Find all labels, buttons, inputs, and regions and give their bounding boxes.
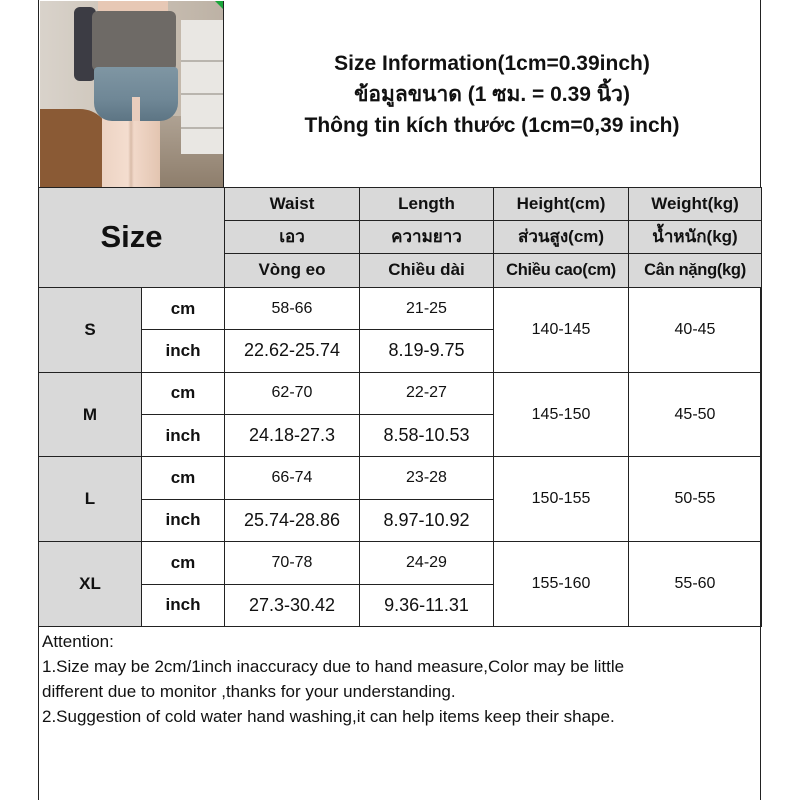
title-thai: ข้อมูลขนาด (1 ซม. = 0.39 นิ้ว) [354,82,630,106]
col-weight-th: น้ำหนัก(kg) [629,221,762,253]
col-length-vi: Chiều dài [360,253,494,287]
length-inch: 9.36-11.31 [360,584,494,626]
title-english: Size Information(1cm=0.39inch) [334,51,650,75]
size-label: XL [39,542,142,627]
weight-range: 55-60 [629,542,762,627]
height-range: 150-155 [494,457,629,542]
notes-line-1: 1.Size may be 2cm/1inch inaccuracy due to hand measure,Color may be little [42,657,625,676]
col-length-th: ความยาว [360,221,494,253]
unit-inch: inch [142,499,225,541]
unit-cm: cm [142,287,225,329]
size-label: L [39,457,142,542]
weight-range: 45-50 [629,372,762,457]
weight-range: 40-45 [629,287,762,372]
waist-inch: 25.74-28.86 [225,499,360,541]
notes-title: Attention: [42,632,114,651]
length-cm: 24-29 [360,542,494,584]
waist-cm: 62-70 [225,372,360,414]
unit-inch: inch [142,330,225,372]
col-waist-en: Waist [225,188,360,221]
length-cm: 23-28 [360,457,494,499]
waist-cm: 70-78 [225,542,360,584]
col-height-en: Height(cm) [494,188,629,221]
table-row [39,372,762,414]
size-header: Size [39,188,225,288]
waist-inch: 22.62-25.74 [225,330,360,372]
height-range: 155-160 [494,542,629,627]
length-inch: 8.58-10.53 [360,415,494,457]
unit-cm: cm [142,542,225,584]
notes-line-2: different due to monitor ,thanks for your understanding. [42,682,456,701]
waist-cm: 58-66 [225,287,360,329]
col-weight-en: Weight(kg) [629,188,762,221]
notes-line-3: 2.Suggestion of cold water hand washing,it can help items keep their shape. [42,707,615,726]
col-height-vi: Chiều cao(cm) [494,253,629,287]
attention-notes [42,629,756,729]
title-vietnamese: Thông tin kích thước (1cm=0,39 inch) [304,113,680,137]
col-length-en: Length [360,188,494,221]
unit-inch: inch [142,584,225,626]
height-range: 145-150 [494,372,629,457]
col-waist-vi: Vòng eo [225,253,360,287]
unit-inch: inch [142,415,225,457]
length-cm: 22-27 [360,372,494,414]
size-label: M [39,372,142,457]
weight-range: 50-55 [629,457,762,542]
waist-inch: 27.3-30.42 [225,584,360,626]
table-row [39,457,762,499]
product-photo [40,1,223,187]
col-weight-vi: Cân nặng(kg) [629,253,762,287]
unit-cm: cm [142,372,225,414]
height-range: 140-145 [494,287,629,372]
size-table [38,187,762,627]
table-row [39,542,762,584]
table-row [39,287,762,329]
col-waist-th: เอว [225,221,360,253]
size-label: S [39,287,142,372]
length-inch: 8.19-9.75 [360,330,494,372]
size-info-header [223,1,760,187]
waist-inch: 24.18-27.3 [225,415,360,457]
length-inch: 8.97-10.92 [360,499,494,541]
unit-cm: cm [142,457,225,499]
length-cm: 21-25 [360,287,494,329]
col-height-th: ส่วนสูง(cm) [494,221,629,253]
waist-cm: 66-74 [225,457,360,499]
